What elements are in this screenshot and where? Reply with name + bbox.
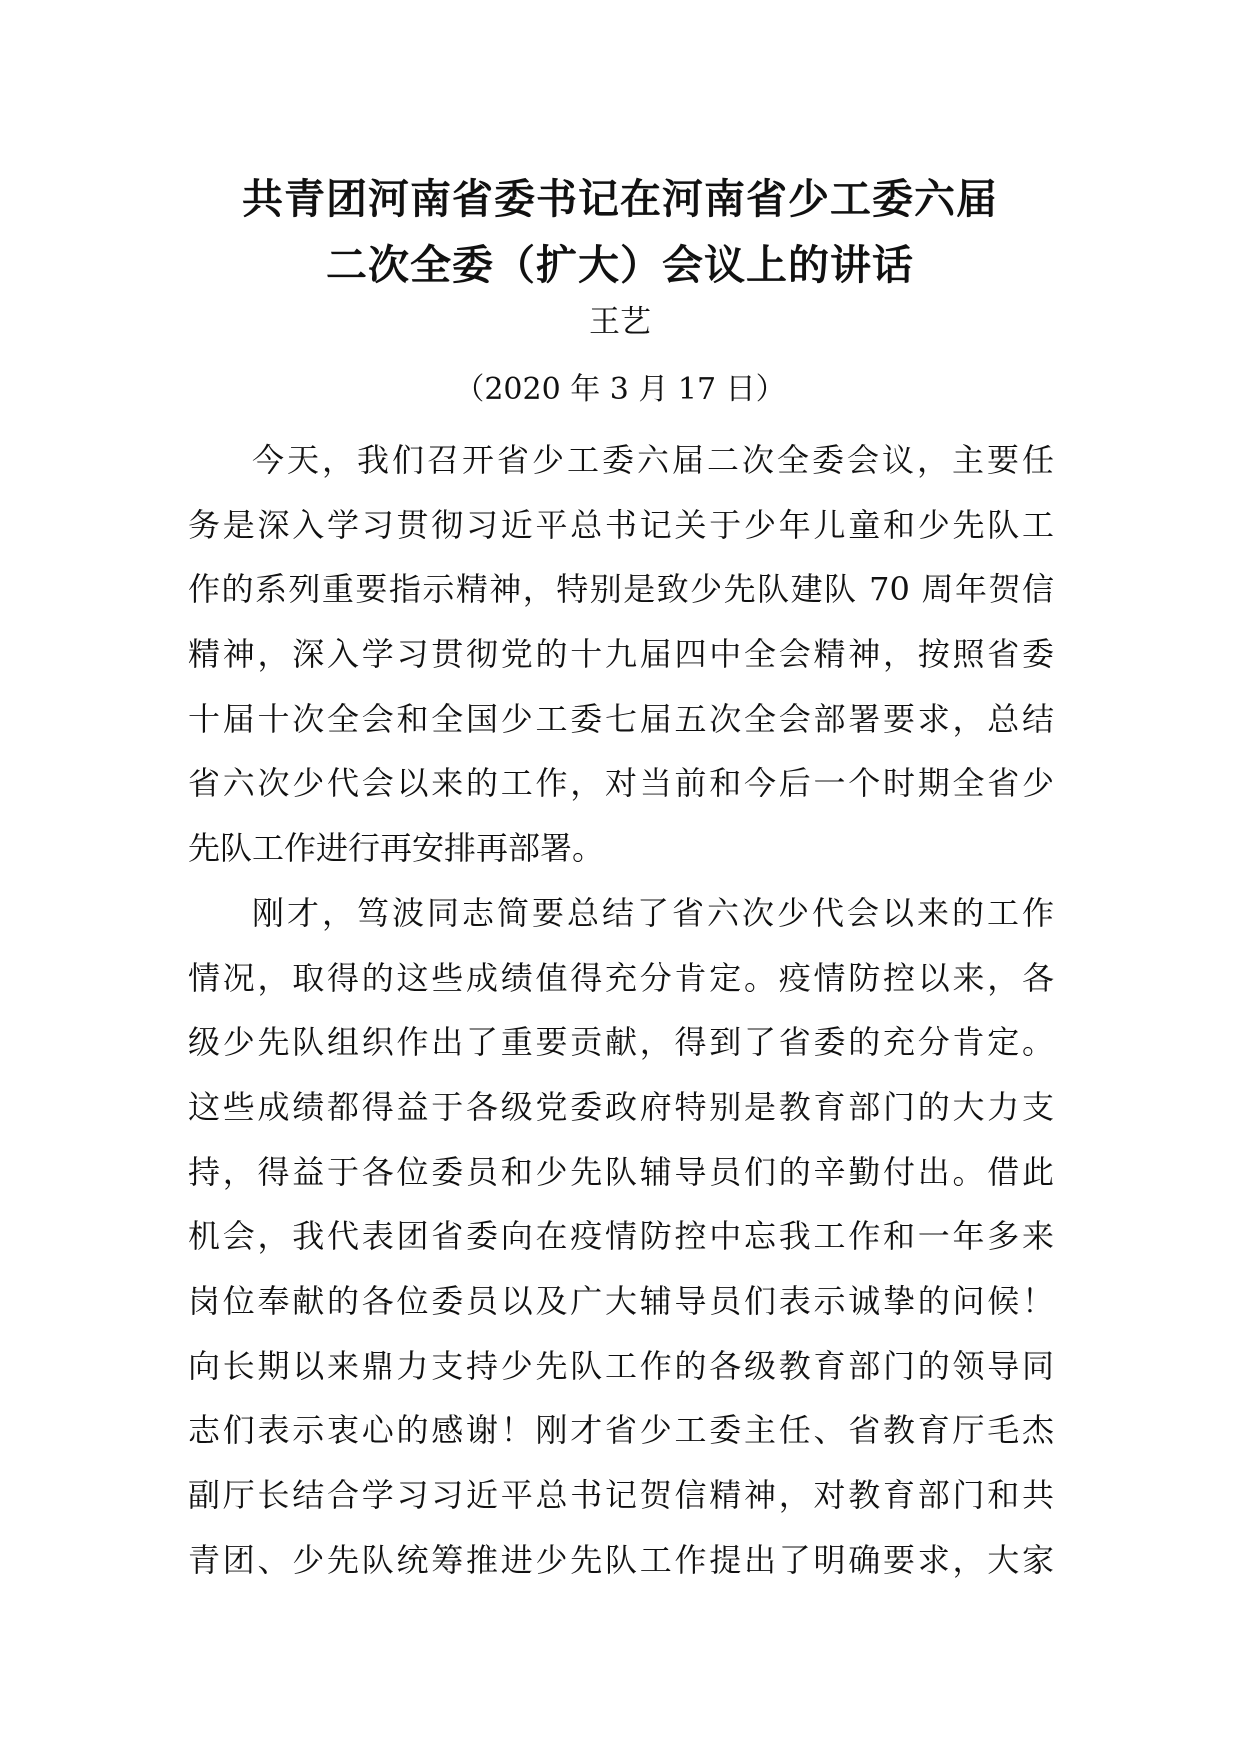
paragraph-line: 情况，取得的这些成绩值得充分肯定。疫情防控以来，各	[188, 958, 1054, 997]
paragraph-line: 向长期以来鼎力支持少先队工作的各级教育部门的领导同	[188, 1346, 1054, 1385]
paragraph-line: 务是深入学习贯彻习近平总书记关于少年儿童和少先队工	[188, 505, 1054, 544]
paragraph-line: 青团、少先队统筹推进少先队工作提出了明确要求，大家	[188, 1540, 1054, 1579]
paragraph-line: 今天，我们召开省少工委六届二次全委会议，主要任	[252, 441, 1054, 479]
paragraph-line: 刚才，笃波同志简要总结了省六次少代会以来的工作	[252, 893, 1054, 932]
document-body	[188, 428, 1054, 1592]
title-line-1: 共青团河南省委书记在河南省少工委六届	[242, 175, 998, 223]
title-line-2: 二次全委（扩大）会议上的讲话	[326, 241, 914, 289]
paragraph-line: 副厅长结合学习习近平总书记贺信精神，对教育部门和共	[188, 1476, 1054, 1514]
paragraph-line: 这些成绩都得益于各级党委政府特别是教育部门的大力支	[188, 1087, 1054, 1126]
paragraph-1	[188, 428, 1054, 881]
paragraph-line: 级少先队组织作出了重要贡献，得到了省委的充分肯定。	[188, 1023, 1054, 1062]
paragraph-line: 志们表示衷心的感谢！刚才省少工委主任、省教育厅毛杰	[188, 1411, 1054, 1450]
paragraph-line: 机会，我代表团省委向在疫情防控中忘我工作和一年多来	[188, 1217, 1054, 1256]
document-title	[150, 166, 1090, 298]
paragraph-line: 岗位奉献的各位委员以及广大辅导员们表示诚挚的问候！	[188, 1281, 1054, 1320]
document-date: （2020 年 3 月 17 日）	[454, 372, 786, 407]
paragraph-line: 持，得益于各位委员和少先队辅导员们的辛勤付出。借此	[188, 1152, 1054, 1191]
paragraph-line: 省六次少代会以来的工作，对当前和今后一个时期全省少	[188, 764, 1054, 803]
paragraph-line: 十届十次全会和全国少工委七届五次全会部署要求，总结	[188, 699, 1054, 738]
document-author: 王艺	[589, 304, 651, 340]
paragraph-2	[188, 881, 1054, 1593]
paragraph-line: 先队工作进行再安排再部署。	[188, 829, 605, 868]
paragraph-line: 作的系列重要指示精神，特别是致少先队建队 70 周年贺信	[188, 570, 1054, 609]
paragraph-line: 精神，深入学习贯彻党的十九届四中全会精神，按照省委	[188, 635, 1054, 674]
